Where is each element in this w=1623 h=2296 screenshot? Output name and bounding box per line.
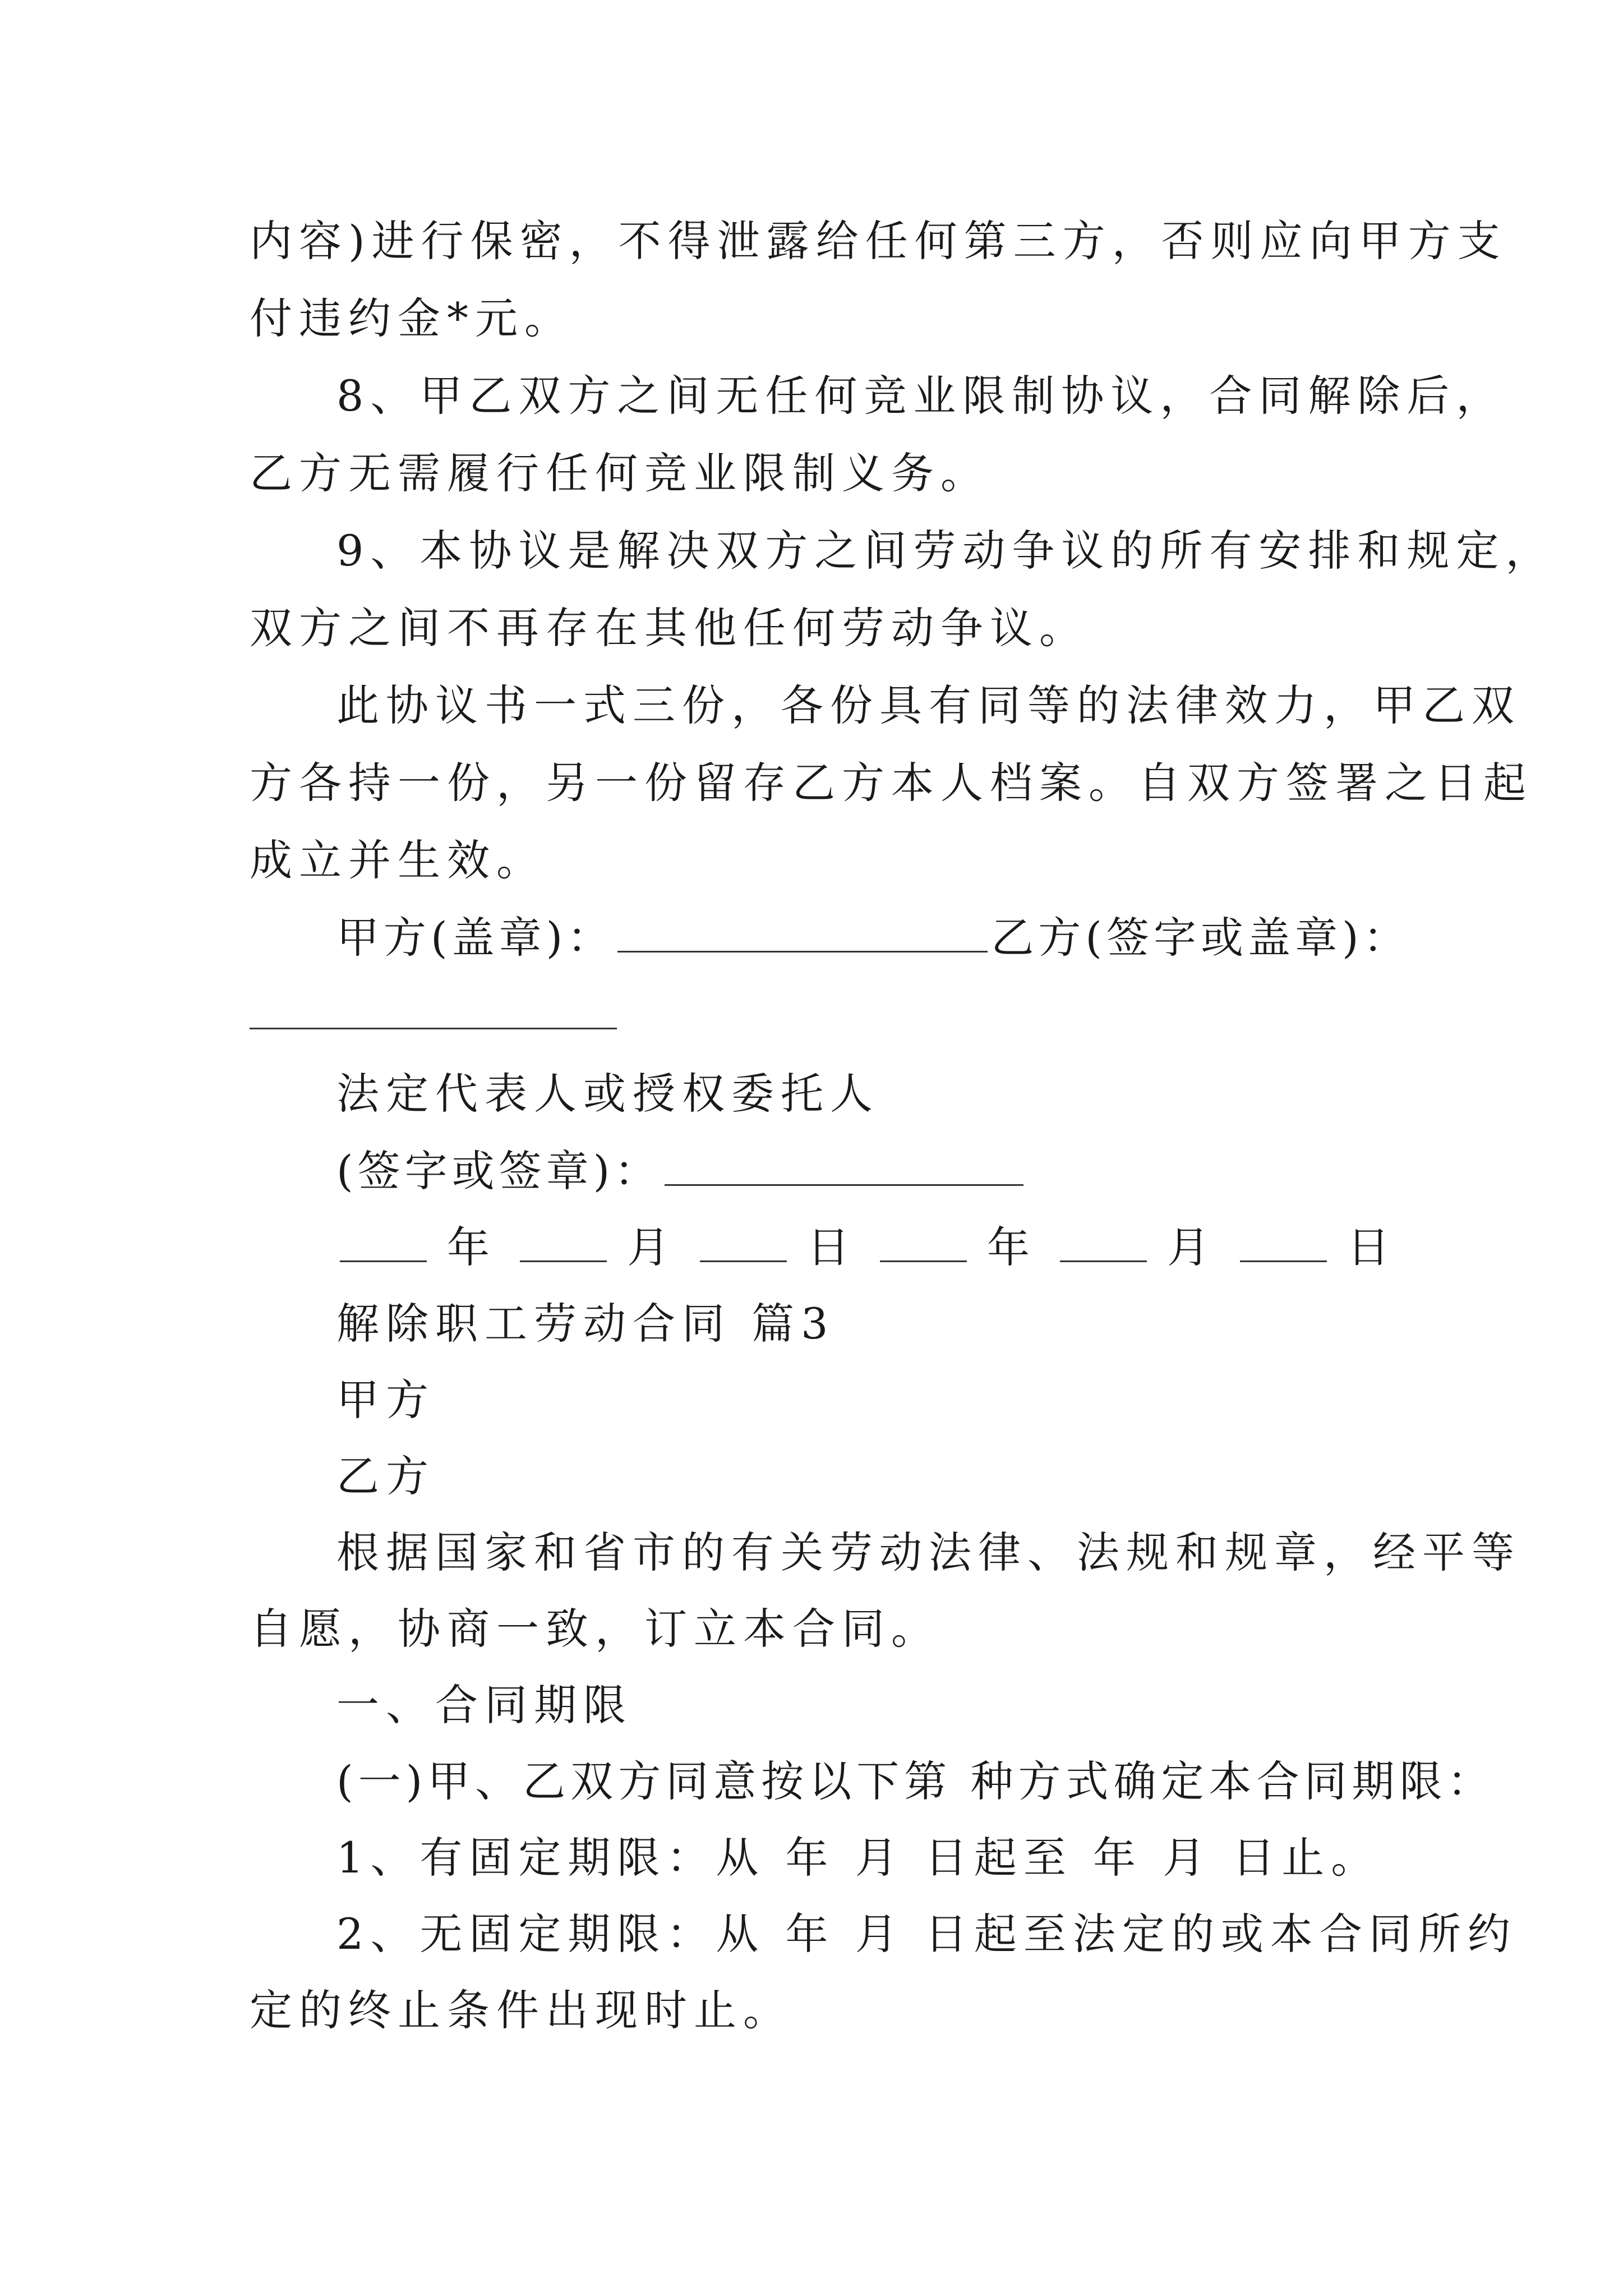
open-term-item: 2、无固定期限：从 年 月 日起至法定的或本合同所约 — [336, 1909, 1517, 1959]
year-blank[interactable] — [340, 1256, 427, 1262]
paragraph-line: 乙方无需履行任何竞业限制义务。 — [250, 448, 990, 498]
representative-signature-blank[interactable] — [665, 1180, 1023, 1186]
paragraph-line: 定的终止条件出现时止。 — [250, 1985, 792, 2035]
party-b-signature-blank[interactable] — [250, 1028, 617, 1029]
party-a-signature-blank[interactable] — [617, 946, 988, 953]
paragraph-line: 方各持一份，另一份留存乙方本人档案。自双方签署之日起 — [250, 758, 1533, 808]
paragraph-line: 成立并生效。 — [250, 835, 546, 885]
date-row — [336, 1222, 1417, 1272]
day-label: 日 — [1347, 1222, 1390, 1272]
month-blank[interactable] — [1060, 1256, 1147, 1262]
day-blank[interactable] — [1240, 1256, 1327, 1262]
paragraph-line: 双方之间不再存在其他任何劳动争议。 — [250, 603, 1089, 653]
representative-label: 法定代表人或授权委托人 — [336, 1069, 879, 1119]
month-label: 月 — [627, 1222, 670, 1272]
clause-8-line: 8、甲乙双方之间无任何竞业限制协议，合同解除后， — [336, 371, 1506, 421]
day-blank[interactable] — [700, 1256, 787, 1262]
fixed-term-item: 1、有固定期限：从 年 月 日起至 年 月 日止。 — [336, 1833, 1381, 1883]
day-label: 日 — [807, 1222, 850, 1272]
representative-sign-label: (签字或签章)： — [336, 1146, 662, 1196]
month-blank[interactable] — [520, 1256, 607, 1262]
year-blank[interactable] — [880, 1256, 967, 1262]
party-a-label: 甲方 — [336, 1375, 435, 1425]
section-title: 解除职工劳动合同 篇3 — [336, 1299, 835, 1349]
signature-row — [336, 913, 1410, 963]
month-label: 月 — [1167, 1222, 1210, 1272]
paragraph-line: 付违约金*元。 — [250, 293, 574, 343]
intro-line: 根据国家和省市的有关劳动法律、法规和规章，经平等 — [336, 1527, 1521, 1577]
party-b-label: 乙方 — [336, 1451, 435, 1501]
clause-line: (一)甲、乙双方同意按以下第 种方式确定本合同期限： — [336, 1756, 1495, 1806]
copies-line: 此协议书一式三份，各份具有同等的法律效力，甲乙双 — [336, 680, 1521, 730]
year-label: 年 — [447, 1222, 490, 1272]
clause-9-line: 9、本协议是解决双方之间劳动争议的所有安排和规定， — [336, 526, 1555, 576]
section-heading: 一、合同期限 — [336, 1680, 633, 1730]
party-a-seal-label: 甲方(盖章)： — [336, 913, 615, 963]
paragraph-line: 内容)进行保密，不得泄露给任何第三方，否则应向甲方支 — [250, 216, 1507, 266]
year-label: 年 — [987, 1222, 1030, 1272]
representative-sign-row — [336, 1146, 1027, 1196]
party-b-sign-label: 乙方(签字或盖章)： — [991, 913, 1410, 963]
intro-line: 自愿，协商一致，订立本合同。 — [250, 1604, 940, 1654]
